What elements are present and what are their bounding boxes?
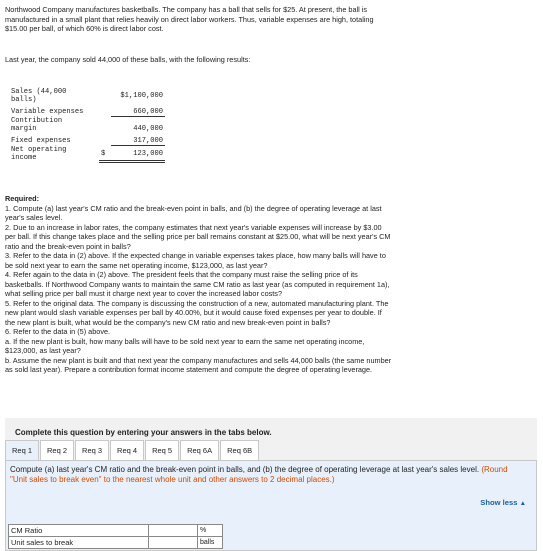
- prompt-text: Compute (a) last year's CM ratio and the break-even point in balls, and (b) the degree of operating leverage at last year's sales level.: [10, 465, 482, 474]
- variable-expenses-row: [9, 104, 165, 117]
- answer-grid: [8, 524, 223, 549]
- intro-line: Northwood Company manufactures basketballs. The company has a ball that sells for $25. At present, the ball is: [5, 5, 368, 14]
- panel-title: Complete this question by entering your answers in the tabs below.: [15, 428, 272, 437]
- net-operating-income-row: [9, 146, 165, 162]
- fixed-expenses-value: 317,000: [111, 133, 165, 146]
- answer-input[interactable]: [149, 539, 197, 548]
- cm-label: Contribution: [11, 116, 63, 125]
- show-less-label: Show less: [480, 498, 518, 507]
- sales-label: Sales (44,000: [11, 88, 67, 96]
- required-lines: [5, 204, 537, 375]
- tab-req-2[interactable]: Req 2: [40, 440, 74, 462]
- fixed-expenses-label: Fixed expenses: [11, 137, 71, 145]
- required-line: year's sales level.: [5, 213, 63, 222]
- requirement-tabs: [5, 440, 260, 461]
- tab-req-6a[interactable]: Req 6A: [180, 440, 219, 462]
- tab-req-1[interactable]: Req 1: [5, 440, 39, 462]
- answer-unit: %: [198, 525, 223, 537]
- required-line: the new plant is built, what would be the company's new CM ratio and new break-even point in balls?: [5, 317, 331, 327]
- required-line: 6. Refer to the data in (5) above.: [5, 327, 111, 336]
- required-line: basketballs. If Northwood Company wants to maintain the same CM ratio as last year (as computed in requirement 1a),: [5, 279, 390, 289]
- required-line: a. If the new plant is built, how many balls will have to be sold next year to earn the same net operating income,: [5, 336, 365, 346]
- noi-currency: $: [99, 146, 111, 162]
- answer-cell: [149, 525, 198, 537]
- contribution-margin-row: [9, 117, 165, 134]
- required-line: ratio and the break-even point in balls?: [5, 241, 131, 251]
- sales-value: $1,100,000: [120, 92, 163, 100]
- tab-content: [5, 460, 537, 551]
- noi-label-cont: income: [11, 153, 37, 162]
- required-line: 4. Refer again to the data in (2) above. The president feels that the company must raise the selling price of its: [5, 270, 358, 279]
- answer-label: CM Ratio: [9, 525, 149, 537]
- noi-value: 123,000: [111, 146, 165, 162]
- tab-req-4[interactable]: Req 4: [110, 440, 144, 462]
- answer-row: [9, 537, 223, 549]
- cm-label-cont: margin: [11, 124, 37, 133]
- cm-value: 440,000: [133, 125, 163, 133]
- noi-label: Net operating: [11, 145, 67, 154]
- sales-intro: Last year, the company sold 44,000 of these balls, with the following results:: [5, 55, 251, 64]
- tab-req-6b[interactable]: Req 6B: [220, 440, 259, 462]
- tab-req-3[interactable]: Req 3: [75, 440, 109, 462]
- required-line: 2. Due to an increase in labor rates, the company estimates that next year's variable expenses will increase by $3.00: [5, 222, 382, 232]
- required-line: 5. Refer to the original data. The company is discussing the construction of a new, automated manufacturing plant. The: [5, 298, 389, 308]
- answer-unit: balls: [198, 537, 223, 549]
- required-line: 3. Refer to the data in (2) above. If the expected change in variable expenses takes place, how many balls will have to: [5, 251, 386, 260]
- question-prompt: [10, 465, 525, 485]
- required-line: $123,000, as last year?: [5, 346, 81, 355]
- intro-line: $15.00 per ball, of which 60% is direct labor cost.: [5, 24, 164, 34]
- answer-row: [9, 525, 223, 537]
- intro-paragraph: [5, 5, 537, 34]
- show-less-link[interactable]: [480, 498, 526, 507]
- income-statement: [9, 88, 165, 163]
- sales-row: [9, 88, 165, 104]
- required-line: what selling price per ball must it charge next year to cover the increased labor costs?: [5, 289, 283, 298]
- answer-label: Unit sales to break: [9, 537, 149, 549]
- intro-line: manufactured in a small plant that relies heavily on direct labor workers. Thus, variable expenses are high, totaling: [5, 14, 374, 24]
- required-line: per ball. If this change takes place and the selling price per ball remains constant at $25.00, what will be next year's CM: [5, 232, 391, 241]
- answer-cell: [149, 537, 198, 549]
- required-line: as sold last year). Prepare a contribution format income statement and compute the degree of operating leverage.: [5, 365, 373, 374]
- required-title: Required:: [5, 194, 40, 203]
- tab-req-5[interactable]: Req 5: [145, 440, 179, 462]
- required-line: 1. Compute (a) last year's CM ratio and the break-even point in balls, and (b) the degree of operating leverage at last: [5, 203, 382, 213]
- required-line: b. Assume the new plant is built and that next year the company manufactures and sells 44,000 balls (the same number: [5, 355, 392, 365]
- rounding-note: (Round "Unit sales to break even" to the nearest whole unit and other answers to 2 decimal places.): [10, 465, 508, 484]
- variable-expenses-label: Variable expenses: [11, 108, 84, 116]
- fixed-expenses-row: [9, 133, 165, 146]
- required-section: [5, 194, 537, 375]
- required-line: new plant would slash variable expenses per ball by 40.00%, but it would cause fixed expenses per year to double. If: [5, 308, 382, 317]
- answer-input[interactable]: [149, 527, 197, 536]
- variable-expenses-value: 660,000: [111, 104, 165, 117]
- sales-label-cont: balls): [11, 96, 37, 104]
- required-line: be sold next year to earn the same net operating income, $123,000, as last year?: [5, 260, 268, 270]
- triangle-up-icon: ▲: [519, 500, 526, 507]
